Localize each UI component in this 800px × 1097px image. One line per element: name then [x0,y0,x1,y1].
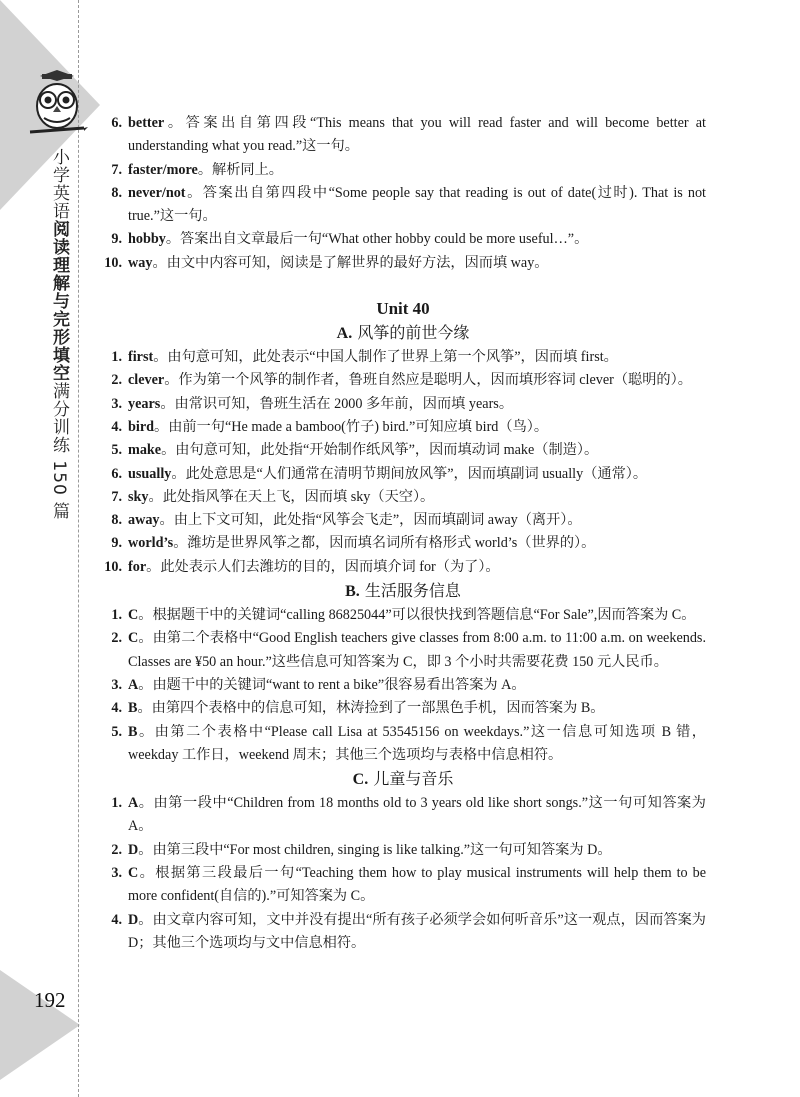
answer-explanation: 。根据第三段最后一句“Teaching them how to play musical instruments will help them to be more confident(自信的).”可知答案为 C。 [128,865,706,905]
answer-number: 2. [111,630,122,647]
answer-explanation: 。答案出自第四段中“Some people say that reading is out of date(过时). That is not true.”这一句。 [128,184,706,225]
answer-keyword: B [128,700,138,717]
answer-explanation: 。由第一段中“Children from 18 months old to 3 years old like short songs.”这一句可知答案为 A。 [128,795,706,835]
answer-explanation: 。由句意可知，此处表示“中国人制作了世界上第一个风筝”，因而填 first。 [153,349,618,366]
answer-keyword: usually [128,465,172,482]
unit-title: Unit 40 [376,299,430,319]
answer-keyword: first [128,349,154,366]
answer-number: 8. [111,512,122,529]
answer-item [100,369,706,392]
section-c-list [100,792,706,955]
answer-number: 3. [111,676,122,693]
answer-explanation: 。答案出自第四段“This means that you will read faster and will become better at understanding what you read.”这一句。 [128,115,706,155]
section-b-title: B. 生活服务信息 [345,581,461,601]
answer-explanation: 。由题干中的关键词“want to rent a bike”很容易看出答案为 A。 [138,676,526,693]
answer-number: 7. [111,488,122,505]
top-answer-list [100,112,706,275]
answer-item [100,792,706,839]
section-a-title: A. 风筝的前世今缘 [336,323,470,343]
answer-explanation: 。由第四个表格中的信息可知，林涛捡到了一部黑色手机，因而答案为 B。 [137,700,605,717]
answer-item [100,509,706,532]
answer-item [100,697,706,720]
answer-explanation: 。由文章内容可知，文中并没有提出“所有孩子必须学会如何听音乐”这一观点，因而答案为 D；其他三个选项均与文中信息相符。 [128,911,706,951]
answer-item [100,862,706,909]
answer-keyword: B [128,723,138,740]
answer-item [100,532,706,555]
answer-number: 6. [111,115,122,131]
answer-explanation: 。由文中内容可知，阅读是了解世界的最好方法，因而填 way。 [152,254,549,271]
answer-explanation: 。答案出自文章最后一句“What other hobby could be more useful…”。 [165,231,589,248]
answer-explanation: 。作为第一个风筝的制作者，鲁班自然应是聪明人，因而填形容词 clever（聪明的）。 [164,372,692,389]
answer-item [100,182,706,229]
answer-keyword: hobby [128,231,166,248]
answer-keyword: for [128,558,147,575]
page-number: 192 [34,988,66,1012]
answer-item [100,112,706,159]
answer-number: 4. [111,911,122,928]
answer-item [100,228,706,251]
answer-explanation: 。由上下文可知，此处指“风筝会飞走”，因而填副词 away（离开）。 [159,512,582,529]
answer-item [100,486,706,509]
dashed-margin-line [78,0,79,1097]
answer-number: 9. [111,231,122,248]
answer-explanation: 。此处表示人们去潍坊的目的，因而填介词 for（为了）。 [146,558,500,575]
answer-keyword: bird [128,418,155,435]
answer-number: 3. [111,865,122,882]
answer-content [100,112,706,955]
answer-keyword: A [128,795,139,812]
answer-keyword: way [128,254,153,271]
answer-number: 6. [111,465,122,482]
answer-keyword: C [128,865,139,882]
answer-item [100,604,706,627]
answer-item [100,439,706,462]
section-b-list [100,604,706,767]
answer-keyword: A [128,676,139,693]
answer-item [100,252,706,275]
answer-keyword: D [128,841,139,858]
answer-explanation: 。由常识可知，鲁班生活在 2000 多年前，因而填 years。 [160,395,514,412]
answer-keyword: C [128,630,139,647]
answer-number: 1. [111,795,122,812]
book-title-vertical: 小学英语阅读理解与完形填空满分训练 150 篇 [49,148,69,521]
answer-explanation: 。此处意思是“人们通常在清明节期间放风筝”，因而填副词 usually（通常）。 [171,465,648,482]
answer-keyword: make [128,442,162,459]
answer-keyword: sky [128,488,149,505]
answer-explanation: 。由句意可知，此处指“开始制作纸风筝”，因而填动词 make（制造）。 [161,442,599,459]
answer-number: 4. [111,700,122,717]
answer-item [100,839,706,862]
answer-number: 10. [104,558,122,575]
answer-number: 3. [111,395,122,412]
answer-item [100,346,706,369]
answer-explanation: 。解析同上。 [197,161,283,178]
answer-number: 1. [111,349,122,366]
answer-explanation: 。由第二个表格中“Please call Lisa at 53545156 on weekdays.”这一信息可知选项 B 错，weekday 工作日，weekend 周末；其他三个选项均与表格中信息相符。 [128,723,706,763]
section-a-list [100,346,706,579]
answer-explanation: 。潍坊是世界风筝之都，因而填名词所有格形式 world’s（世界的）。 [173,535,596,552]
answer-number: 8. [111,184,122,201]
answer-keyword: world’s [128,535,174,552]
answer-number: 10. [104,254,122,271]
answer-number: 4. [111,418,122,435]
answer-item [100,674,706,697]
answer-keyword: years [128,395,161,412]
answer-keyword: D [128,911,139,928]
answer-keyword: C [128,607,139,624]
answer-item [100,556,706,579]
answer-explanation: 。根据题干中的关键词“calling 86825044”可以很快找到答题信息“For Sale”,因而答案为 C。 [138,607,696,624]
answer-number: 5. [111,442,122,459]
answer-number: 2. [111,372,122,389]
answer-keyword: clever [128,372,165,389]
answer-number: 5. [111,723,122,740]
answer-number: 7. [111,161,122,178]
answer-item [100,159,706,182]
answer-item [100,909,706,956]
answer-explanation: 。此处指风筝在天上飞，因而填 sky（天空）。 [148,488,435,505]
answer-item [100,416,706,439]
answer-number: 1. [111,607,122,624]
answer-keyword: better [128,115,165,131]
answer-item [100,463,706,486]
answer-item [100,627,706,674]
answer-keyword: never/not [128,184,186,201]
decorative-triangle-bottom [0,970,80,1080]
answer-number: 9. [111,535,122,552]
answer-explanation: 。由第二个表格中“Good English teachers give classes from 8:00 a.m. to 11:00 a.m. on weekends. Classes are ¥50 an hour.”这些信息可知答案为 C，即 3 个小时共需要花费 150 元人民币。 [128,630,706,670]
answer-number: 2. [111,841,122,858]
answer-item [100,393,706,416]
owl-mascot-icon [28,70,88,140]
section-c-title: C. 儿童与音乐 [352,769,454,789]
answer-keyword: away [128,512,160,529]
answer-explanation: 。由第三段中“For most children, singing is like talking.”这一句可知答案为 D。 [138,841,612,858]
answer-keyword: faster/more [128,161,198,178]
answer-explanation: 。由前一句“He made a bamboo(竹子) bird.”可知应填 bird（鸟）。 [154,418,549,435]
answer-item [100,721,706,768]
